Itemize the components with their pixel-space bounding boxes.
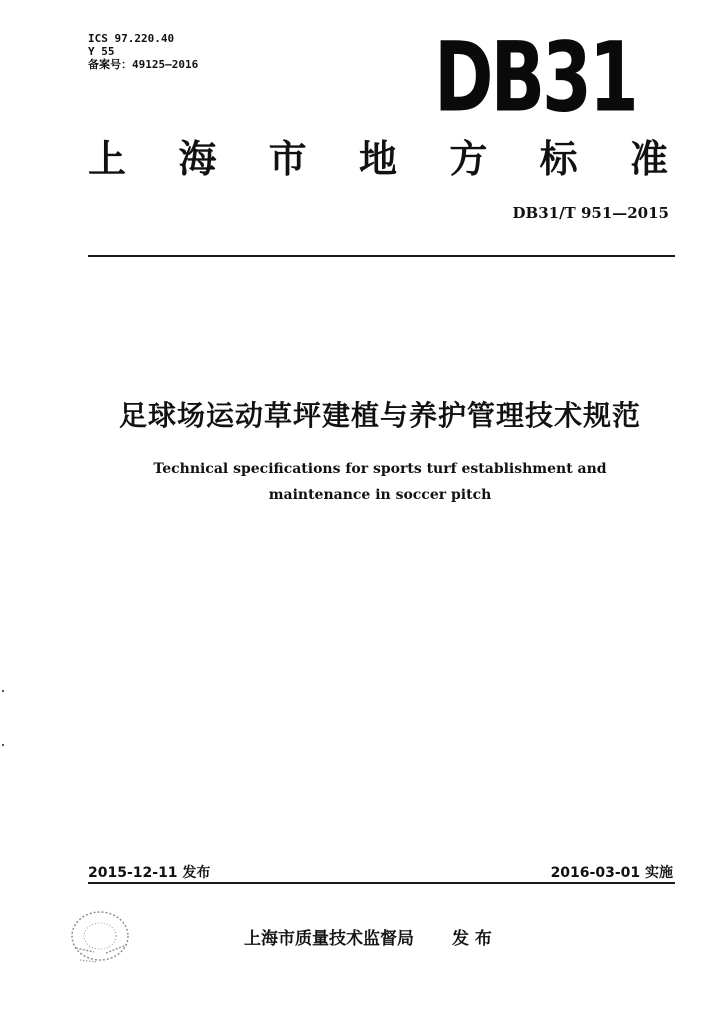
title-english — [100, 456, 660, 508]
standard-type-char: 海 — [178, 137, 217, 181]
header-meta — [88, 32, 198, 71]
db31-logo: DB31 — [434, 21, 636, 134]
standard-type-char: 标 — [539, 137, 578, 181]
publisher-name: 上海市质量技术监督局 — [244, 929, 414, 949]
title-english-line-1: Technical specifications for sports turf establishment and — [153, 461, 607, 477]
scan-speck — [2, 690, 4, 692]
official-seal-icon — [66, 906, 136, 968]
standard-type-char: 准 — [629, 137, 668, 181]
bottom-divider — [88, 882, 675, 884]
top-divider — [88, 255, 675, 257]
publisher-action: 发 布 — [452, 929, 492, 949]
title-english-line-2: maintenance in soccer pitch — [268, 487, 492, 503]
title-chinese: 足球场运动草坪建植与养护管理技术规范 — [118, 399, 641, 432]
issue-date: 2015-12-11 发布 — [88, 865, 211, 881]
filing-number: 备案号：49125—2016 — [88, 58, 199, 71]
standard-type-char: 地 — [358, 137, 397, 181]
publisher — [244, 924, 492, 949]
ics-code: ICS 97.220.40 — [88, 32, 175, 45]
scan-speck — [2, 744, 4, 746]
standard-type-char: 方 — [449, 137, 488, 181]
ccs-code: Y 55 — [88, 45, 115, 58]
effective-date: 2016-03-01 实施 — [550, 865, 673, 881]
standard-type-char: 市 — [268, 137, 307, 181]
standard-type-char: 上 — [88, 137, 127, 181]
standard-type — [88, 134, 668, 184]
standard-number: DB31/T 951—2015 — [512, 204, 669, 222]
